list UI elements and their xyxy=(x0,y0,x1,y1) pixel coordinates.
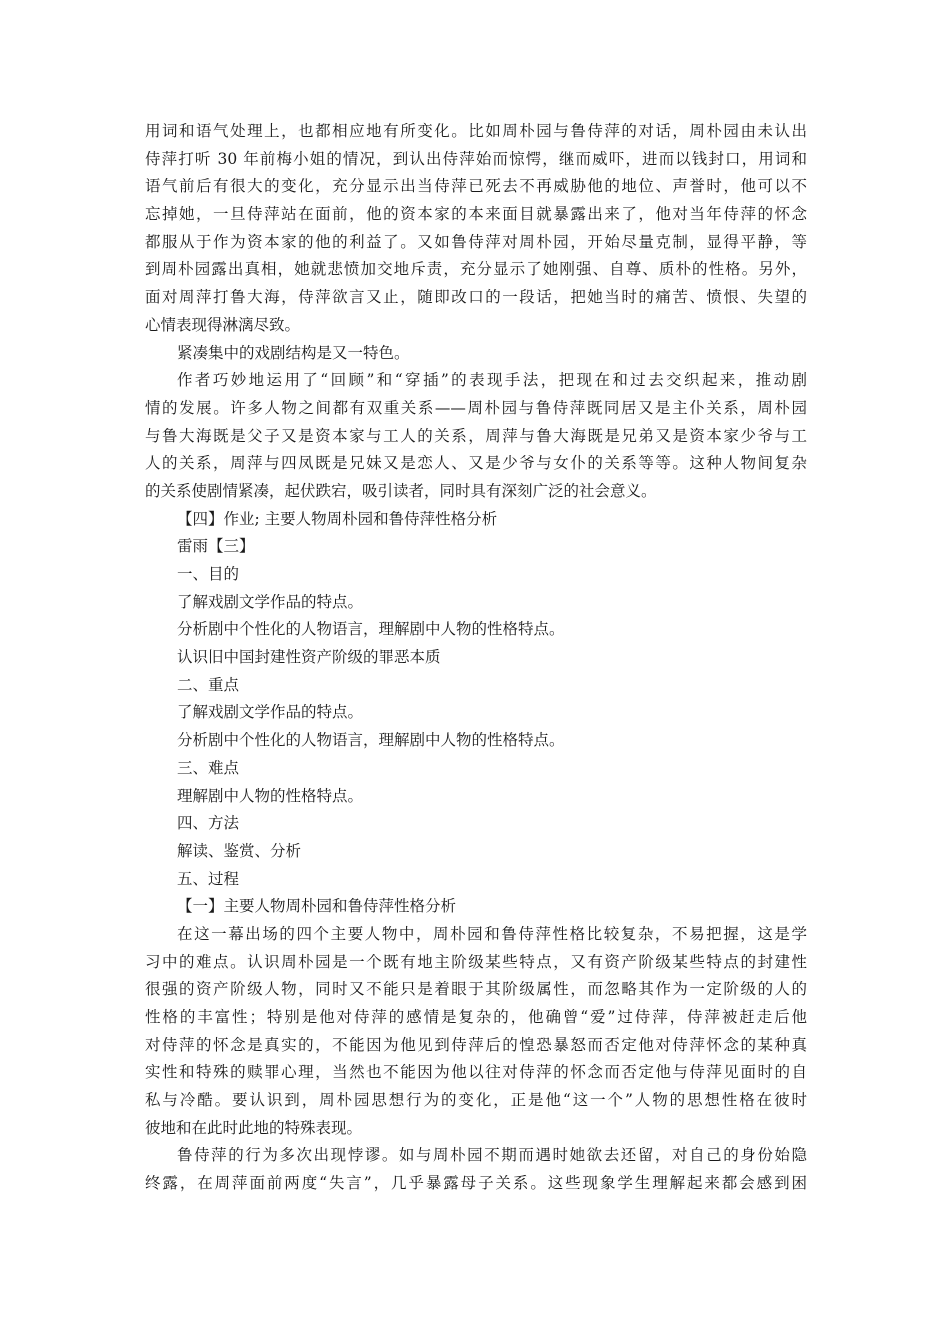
text-line: 分析剧中个性化的人物语言，理解剧中人物的性格特点。 xyxy=(177,620,565,639)
text-line: 情的发展。许多人物之间都有双重关系——周朴园与鲁侍萍既同居又是主仆关系，周朴园 xyxy=(145,398,807,417)
text-line: 实性和特殊的赎罪心理，当然也不能因为他以往对侍萍的怀念而否定他与侍萍见面时的自 xyxy=(145,1063,807,1082)
text-line: 四、方法 xyxy=(177,814,240,833)
text-line: 【一】主要人物周朴园和鲁侍萍性格分析 xyxy=(177,897,457,916)
text-line: 终露，在周萍面前两度“失言”，几乎暴露母子关系。这些现象学生理解起来都会感到困 xyxy=(145,1174,807,1193)
text-line: 一、目的 xyxy=(177,565,240,583)
text-line: 很强的资产阶级人物，同时又不能只是着眼于其阶级属性，而忽略其作为一定阶级的人的 xyxy=(145,980,807,999)
text-line: 侍萍打听 30 年前梅小姐的情况，到认出侍萍始而惊愕，继而威吓，进而以钱封口，用词和 xyxy=(145,149,807,168)
text-line: 雷雨【三】 xyxy=(177,537,255,556)
text-line: 的关系使剧情紧凑，起伏跌宕，吸引读者，同时具有深刻广泛的社会意义。 xyxy=(145,481,657,500)
text-line: 对侍萍的怀念是真实的，不能因为他见到侍萍后的惶恐暴怒而否定他对侍萍怀念的某种真 xyxy=(145,1035,807,1054)
text-line: 五、过程 xyxy=(177,869,240,888)
text-line: 解读、鉴赏、分析 xyxy=(177,841,302,860)
text-line: 都服从于作为资本家的他的利益了。又如鲁侍萍对周朴园，开始尽量克制，显得平静，等 xyxy=(145,232,807,251)
text-line: 习中的难点。认识周朴园是一个既有地主阶级某些特点，又有资产阶级某些特点的封建性 xyxy=(145,952,807,971)
text-line: 在这一幕出场的四个主要人物中，周朴园和鲁侍萍性格比较复杂，不易把握，这是学 xyxy=(177,924,807,943)
text-line: 二、重点 xyxy=(177,675,240,694)
text-line: 认识旧中国封建性资产阶级的罪恶本质 xyxy=(177,648,441,667)
text-line: 性格的丰富性；特别是他对侍萍的感情是复杂的，他确曾“爱”过侍萍，侍萍被赶走后他 xyxy=(145,1008,807,1026)
text-line: 鲁侍萍的行为多次出现悖谬。如与周朴园不期而遇时她欲去还留，对自己的身份始隐 xyxy=(177,1146,807,1165)
text-line: 三、难点 xyxy=(177,758,240,777)
text-line: 面对周萍打鲁大海，侍萍欲言又止，随即改口的一段话，把她当时的痛苦、愤恨、失望的 xyxy=(145,288,807,307)
text-line: 【四】作业; 主要人物周朴园和鲁侍萍性格分析 xyxy=(177,509,498,528)
text-line: 人的关系，周萍与四凤既是兄妹又是恋人、又是少爷与女仆的关系等等。这种人物间复杂 xyxy=(145,454,807,473)
text-line: 了解戏剧文学作品的特点。 xyxy=(177,703,364,722)
text-line: 分析剧中个性化的人物语言，理解剧中人物的性格特点。 xyxy=(177,731,565,750)
text-line: 了解戏剧文学作品的特点。 xyxy=(177,592,364,611)
text-line: 紧凑集中的戏剧结构是又一特色。 xyxy=(177,343,410,362)
text-line: 到周朴园露出真相，她就悲愤加交地斥责，充分显示了她刚强、自尊、质朴的性格。另外， xyxy=(145,260,807,279)
text-line: 作者巧妙地运用了“回顾”和“穿插”的表现手法，把现在和过去交织起来，推动剧 xyxy=(177,371,807,390)
text-line: 与鲁大海既是父子又是资本家与工人的关系，周萍与鲁大海既是兄弟又是资本家少爷与工 xyxy=(145,426,807,445)
text-line: 心情表现得淋漓尽致。 xyxy=(145,315,301,334)
text-line: 彼地和在此时此地的特殊表现。 xyxy=(145,1118,363,1137)
text-line: 忘掉她，一旦侍萍站在面前，他的资本家的本来面目就暴露出来了，他对当年侍萍的怀念 xyxy=(145,205,807,224)
text-line: 理解剧中人物的性格特点。 xyxy=(177,786,364,805)
document-page xyxy=(145,118,807,1198)
text-line: 语气前后有很大的变化，充分显示出当侍萍已死去不再威胁他的地位、声誉时，他可以不 xyxy=(145,177,807,196)
text-line: 私与冷酷。要认识到，周朴园思想行为的变化，正是他“这一个”人物的思想性格在彼时 xyxy=(145,1091,807,1110)
text-line: 用词和语气处理上，也都相应地有所变化。比如周朴园与鲁侍萍的对话，周朴园由未认出 xyxy=(145,122,807,140)
